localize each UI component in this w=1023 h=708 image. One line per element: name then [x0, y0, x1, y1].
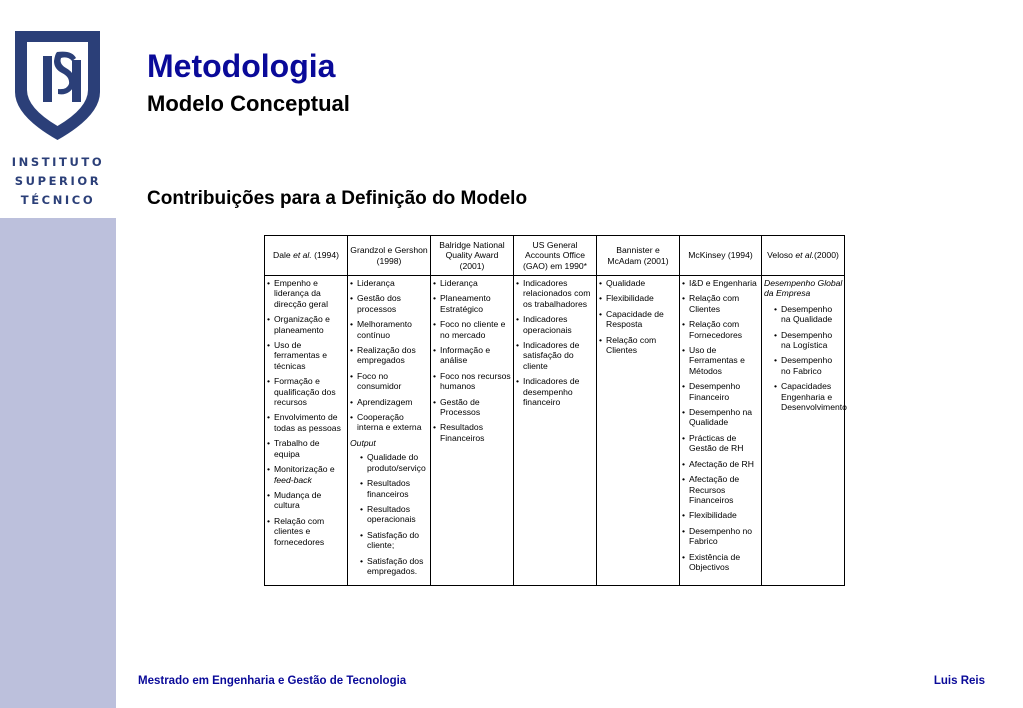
footer-author: Luis Reis: [933, 675, 985, 687]
contributions-table: [264, 235, 845, 586]
list-item-text: Mudança de cultura: [274, 489, 322, 511]
column-header-text: Grandzol e Gershon (1998): [350, 245, 428, 266]
list-item: • Afectação de RH: [682, 459, 760, 469]
list-item: • Capacidade de Resposta: [599, 309, 678, 330]
list-item: [267, 464, 346, 485]
list-item-text: Relação com clientes e fornecedores: [274, 515, 325, 547]
cell-gao: [514, 276, 597, 586]
list-item: • Indicadores operacionais: [516, 314, 595, 335]
logo-line-3: TÉCNICO: [20, 193, 96, 207]
list-item: • Desempenho na Qualidade: [682, 407, 760, 428]
list-item: • Realização dos empregados: [350, 345, 429, 366]
list-item: • Liderança: [433, 278, 512, 288]
list-item: • I&D e Engenharia: [682, 278, 760, 288]
column-header-year: (1994): [311, 250, 339, 261]
column-header-italic: et al.: [795, 250, 814, 261]
list-item-text: Envolvimento de todas as pessoas: [274, 412, 341, 433]
list-item: • Resultados operacionais: [360, 504, 429, 525]
veloso-lead: Desempenho Global da Empresa: [764, 278, 843, 299]
list-item: • Foco no consumidor: [350, 371, 429, 392]
column-header: [597, 236, 680, 276]
list-item: [267, 340, 346, 371]
logo: [0, 0, 116, 218]
list-item: • Melhoramento contínuo: [350, 319, 429, 340]
list-item: • Desempenho no Fabrico: [774, 355, 843, 376]
list-item-text: Uso de ferramentas e técnicas: [274, 340, 328, 371]
list-item-text: Organização e planeamento: [274, 314, 330, 335]
list-item: • Aprendizagem: [350, 397, 429, 407]
cell-mckinsey: [680, 276, 762, 586]
list-item: • Flexibilidade: [682, 510, 760, 520]
column-header-text: Veloso: [767, 250, 796, 261]
list-item: [267, 438, 346, 459]
cell-dale: [265, 276, 348, 586]
list-item: • Liderança: [350, 278, 429, 288]
column-header-text: Bannister e McAdam (2001): [607, 245, 669, 266]
logo-line-2: SUPERIOR: [14, 174, 102, 188]
list-item: • Indicadores de satisfação do cliente: [516, 340, 595, 371]
list-item: [267, 314, 346, 335]
list-item: [267, 376, 346, 407]
list-item: • Relação com Fornecedores: [682, 319, 760, 340]
list-item-text: Empenho e liderança da direcção geral: [274, 278, 328, 309]
list-item: • Afectação de Recursos Financeiros: [682, 474, 760, 505]
column-header: [514, 236, 597, 276]
column-header: [762, 236, 845, 276]
list-item: • Gestão de Processos: [433, 397, 512, 418]
cell-grandzol: [348, 276, 431, 586]
column-header: [431, 236, 514, 276]
cell-veloso: [762, 276, 845, 586]
list-item: • Planeamento Estratégico: [433, 293, 512, 314]
table-header-row: [265, 236, 845, 276]
list-item-text: Trabalho de equipa: [274, 438, 320, 459]
page-subtitle: Modelo Conceptual: [147, 91, 350, 116]
list-item: • Relação com Clientes: [682, 293, 760, 314]
cell-bannister: [597, 276, 680, 586]
list-item: • Desempenho Financeiro: [682, 381, 760, 402]
list-item: • Uso de Ferramentas e Métodos: [682, 345, 760, 376]
list-item: [267, 516, 346, 547]
list-item: [267, 278, 346, 309]
column-header: [265, 236, 348, 276]
output-label: Output: [350, 437, 376, 448]
list-item: • Foco nos recursos humanos: [433, 371, 512, 392]
section-heading: Contribuições para a Definição do Modelo: [147, 188, 528, 209]
list-item: • Resultados Financeiros: [433, 422, 512, 443]
column-header-italic: et al.: [293, 250, 312, 261]
column-header: [680, 236, 762, 276]
column-header-text: Dale: [273, 250, 294, 261]
list-item: • Cooperação interna e externa: [350, 412, 429, 433]
list-item-text: Monitorização e: [274, 464, 335, 475]
list-item: • Existência de Objectivos: [682, 552, 760, 573]
list-item: • Indicadores relacionados com os trabalhadores: [516, 278, 595, 309]
list-item: • Flexibilidade: [599, 293, 678, 303]
list-item-text: Formação e qualificação dos recursos: [274, 376, 336, 408]
logo-line-1: INSTITUTO: [11, 155, 105, 169]
list-item: • Satisfação do cliente;: [360, 530, 429, 551]
list-item: [267, 490, 346, 511]
cell-balridge: [431, 276, 514, 586]
list-item: • Desempenho na Logística: [774, 330, 843, 351]
list-item: • Foco no cliente e no mercado: [433, 319, 512, 340]
list-item: • Desempenho no Fabrico: [682, 526, 760, 547]
table-row: [265, 276, 845, 586]
list-item: • Relação com Clientes: [599, 335, 678, 356]
column-header-text: McKinsey (1994): [688, 250, 753, 261]
list-item: • Gestão dos processos: [350, 293, 429, 314]
footer-course: Mestrado em Engenharia e Gestão de Tecnologia: [138, 675, 407, 687]
list-item: • Satisfação dos empregados.: [360, 556, 429, 577]
list-item: [267, 412, 346, 433]
list-item: • Qualidade do produto/serviço: [360, 452, 429, 473]
page-title: Metodologia: [147, 48, 336, 84]
sidebar: [0, 0, 116, 708]
column-header-year: (2000): [814, 250, 839, 261]
list-item: • Resultados financeiros: [360, 478, 429, 499]
ist-shield-icon: [14, 30, 101, 142]
column-header-text: US General Accounts Office (GAO) em 1990*: [523, 239, 587, 271]
list-item-italic: feed-back: [274, 474, 312, 485]
list-item: • Informação e análise: [433, 345, 512, 366]
column-header: [348, 236, 431, 276]
column-header-text: Balridge National Quality Award (2001): [439, 239, 505, 271]
list-item: • Desempenho na Qualidade: [774, 304, 843, 325]
list-item: • Prácticas de Gestão de RH: [682, 433, 760, 454]
list-item: • Capacidades Engenharia e Desenvolvimento: [774, 381, 843, 412]
list-item: • Qualidade: [599, 278, 678, 288]
list-item: • Indicadores de desempenho financeiro: [516, 376, 595, 407]
